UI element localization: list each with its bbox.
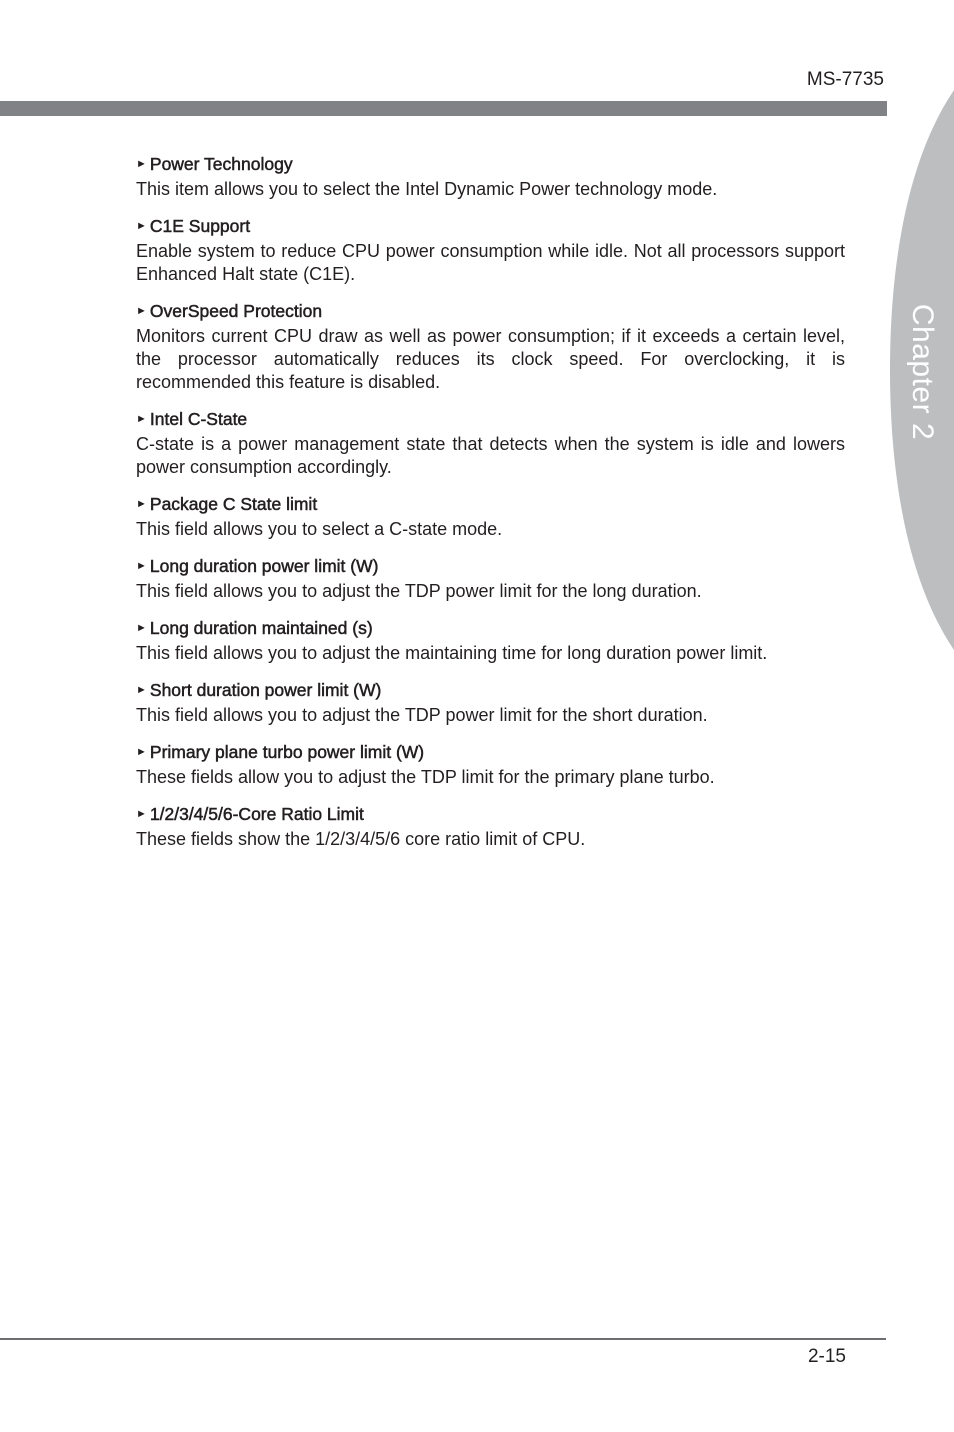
header-bar — [0, 101, 887, 116]
triangle-bullet-icon: ► — [136, 220, 147, 232]
triangle-bullet-icon: ► — [136, 158, 147, 170]
triangle-bullet-icon: ► — [136, 498, 147, 510]
section-heading: ► Primary plane turbo power limit (W) — [136, 742, 425, 762]
section-primary-plane-turbo-power-limit — [136, 740, 845, 789]
chapter-label: Chapter 2 — [906, 303, 939, 441]
section-description: These fields allow you to adjust the TDP limit for the primary plane turbo. — [136, 767, 715, 787]
triangle-bullet-icon: ► — [136, 684, 147, 696]
section-description: This field allows you to adjust the maintaining time for long duration power limit. — [136, 643, 768, 663]
section-description: Monitors current CPU draw as well as power consumption; if it exceeds a certain level, the processor automatically reduces its clock speed. For overclocking, it is recommended this feature is disabled. — [136, 326, 845, 392]
triangle-bullet-icon: ► — [136, 808, 147, 820]
section-power-technology — [136, 152, 845, 201]
section-short-duration-power-limit — [136, 678, 845, 727]
model-number: MS-7735 — [806, 69, 884, 90]
section-description: This field allows you to adjust the TDP power limit for the long duration. — [136, 581, 702, 601]
section-description: Enable system to reduce CPU power consumption while idle. Not all processors support Enhanced Halt state (C1E). — [136, 241, 845, 284]
section-heading: ► Short duration power limit (W) — [136, 680, 382, 700]
section-description: This item allows you to select the Intel Dynamic Power technology mode. — [136, 179, 718, 199]
content — [136, 152, 845, 864]
triangle-bullet-icon: ► — [136, 746, 147, 758]
footer-rule — [0, 1338, 886, 1340]
triangle-bullet-icon: ► — [136, 413, 147, 425]
section-heading: ► Long duration maintained (s) — [136, 618, 373, 638]
section-long-duration-maintained — [136, 616, 845, 665]
section-description: These fields show the 1/2/3/4/5/6 core ratio limit of CPU. — [136, 829, 586, 849]
section-intel-c-state — [136, 407, 845, 479]
section-overspeed-protection — [136, 299, 845, 394]
section-long-duration-power-limit — [136, 554, 845, 603]
section-package-c-state-limit — [136, 492, 845, 541]
section-description: This field allows you to adjust the TDP power limit for the short duration. — [136, 705, 708, 725]
page-number: 2-15 — [807, 1346, 846, 1367]
section-heading: ► 1/2/3/4/5/6-Core Ratio Limit — [136, 804, 364, 824]
section-c1e-support — [136, 214, 845, 286]
section-heading: ► Package C State limit — [136, 494, 318, 514]
triangle-bullet-icon: ► — [136, 622, 147, 634]
section-heading: ► Power Technology — [136, 154, 293, 174]
section-heading: ► OverSpeed Protection — [136, 301, 323, 321]
section-heading: ► Intel C-State — [136, 409, 248, 429]
triangle-bullet-icon: ► — [136, 560, 147, 572]
section-heading: ► Long duration power limit (W) — [136, 556, 379, 576]
section-core-ratio-limit — [136, 802, 845, 851]
section-description: This field allows you to select a C-state mode. — [136, 519, 503, 539]
section-heading: ► C1E Support — [136, 216, 251, 236]
triangle-bullet-icon: ► — [136, 305, 147, 317]
section-description: C-state is a power management state that detects when the system is idle and lowers power consumption accordingly. — [136, 434, 845, 477]
